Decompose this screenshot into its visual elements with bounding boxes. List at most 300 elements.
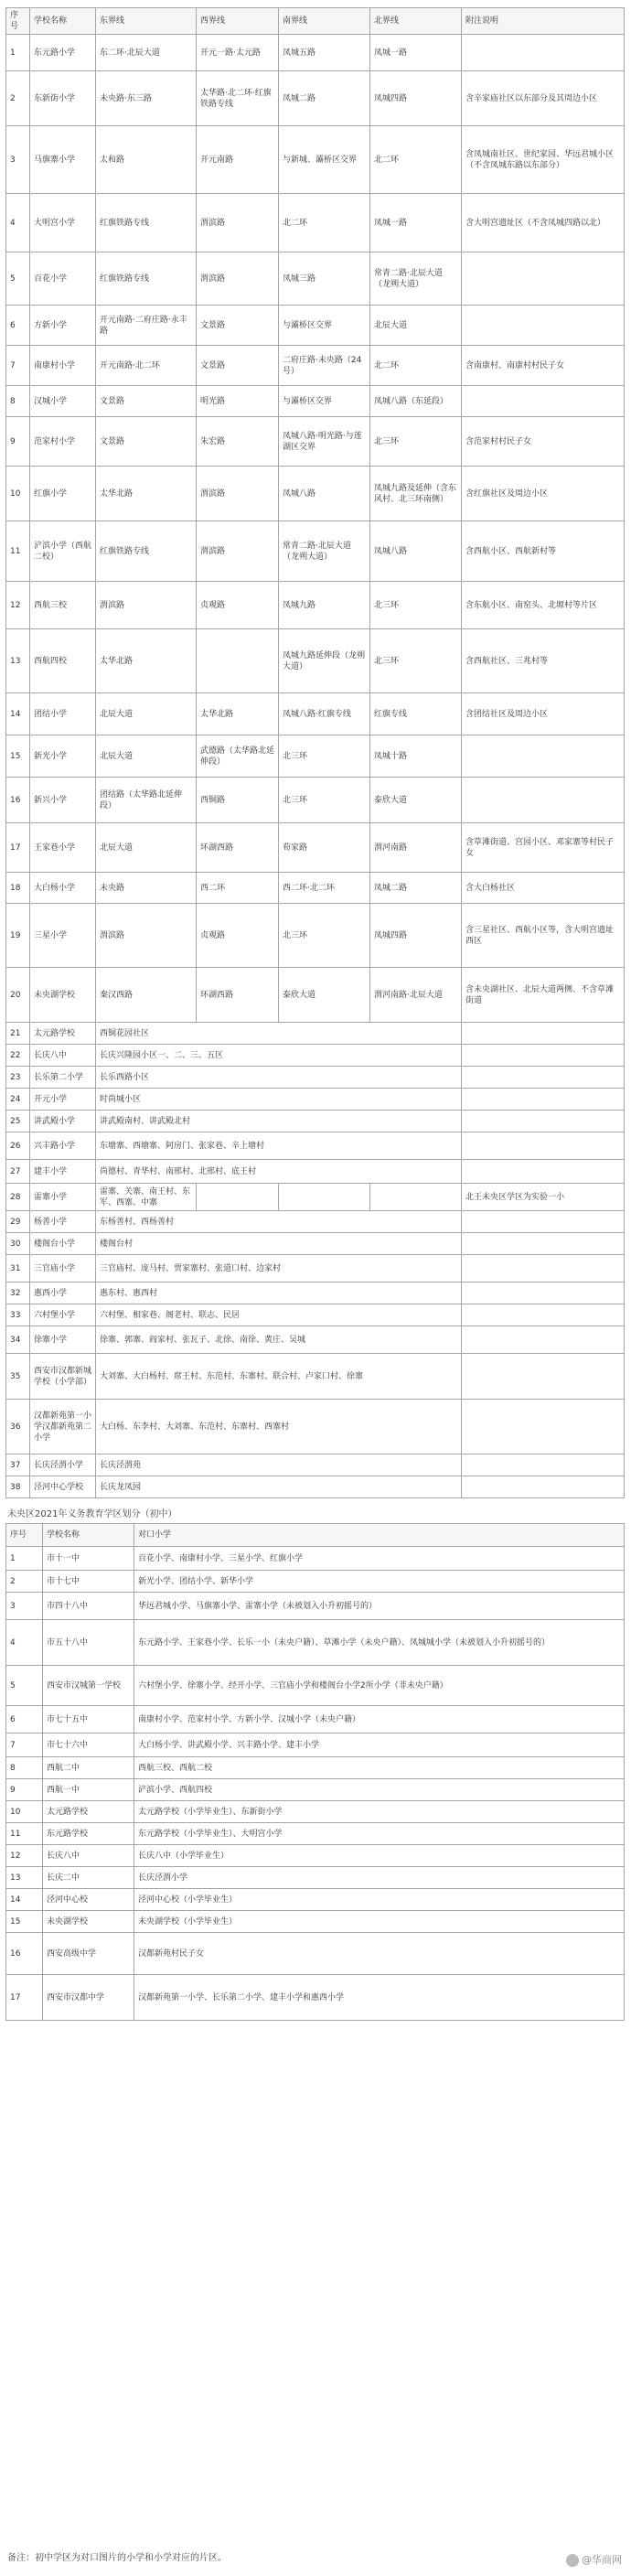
table-cell: 东元路学校（小学毕业生）、大明宫小学 bbox=[134, 1823, 625, 1845]
table-cell: 7 bbox=[6, 1733, 43, 1757]
table-cell: 太元路学校（小学毕业生）、东新街小学 bbox=[134, 1801, 625, 1823]
middle-school-district-table bbox=[5, 1523, 625, 2021]
table-cell: 长庆兴隆园小区一、二、三、五区 bbox=[96, 1045, 462, 1067]
table-cell: 11 bbox=[6, 1823, 43, 1845]
table-row bbox=[6, 735, 625, 778]
table-cell: 3 bbox=[6, 126, 30, 194]
table-cell bbox=[462, 1160, 625, 1184]
table-row bbox=[6, 629, 625, 693]
table-cell bbox=[370, 1184, 462, 1211]
table-cell: 1 bbox=[6, 1547, 43, 1571]
table-row bbox=[6, 306, 625, 346]
table-row bbox=[6, 873, 625, 904]
column-header: 学校名称 bbox=[30, 8, 96, 35]
table-row bbox=[6, 346, 625, 386]
table-cell bbox=[462, 1089, 625, 1111]
table-cell: 红旗小学 bbox=[30, 467, 96, 521]
table-cell: 东杨善村、西杨善村 bbox=[96, 1211, 462, 1233]
table-cell: 文景路 bbox=[197, 306, 279, 346]
table-cell: 含草滩街道、宫园小区、邓家寨等村民子女 bbox=[462, 823, 625, 873]
table-cell: 北辰大道 bbox=[96, 735, 197, 778]
table-cell: 雷寨、关寨、南王村、东军、西寨、中寨 bbox=[96, 1184, 197, 1211]
table-cell: 新兴小学 bbox=[30, 778, 96, 823]
table-row bbox=[6, 968, 625, 1023]
table-cell: 时尚城小区 bbox=[96, 1089, 462, 1111]
table-cell: 红旗专线 bbox=[370, 693, 462, 735]
table-cell: 凤城四路 bbox=[370, 71, 462, 126]
table-cell: 常青二路·北辰大道（龙朔大道） bbox=[279, 521, 370, 582]
table-cell: 含南康村、南康村村民子女 bbox=[462, 346, 625, 386]
column-header: 南界线 bbox=[279, 8, 370, 35]
table-cell: 六村堡、相家巷、阁老村、联志、民居 bbox=[96, 1304, 462, 1326]
table-cell: 长庆八中 bbox=[43, 1845, 134, 1867]
table-cell: 24 bbox=[6, 1089, 30, 1111]
table-cell: 17 bbox=[6, 823, 30, 873]
table-cell: 荀家路 bbox=[279, 823, 370, 873]
footer-note: 备注：初中学区为对口图片的小学和小学对应的片区。 bbox=[7, 2553, 227, 2563]
table-cell: 南康村小学、范家村小学、方新小学、汉城小学（未央户籍） bbox=[134, 1706, 625, 1733]
table-cell: 16 bbox=[6, 778, 30, 823]
table-cell: 11 bbox=[6, 521, 30, 582]
table-cell: 太和路 bbox=[96, 126, 197, 194]
table-cell: 开元小学 bbox=[30, 1089, 96, 1111]
table-cell: 楼阁台小学 bbox=[30, 1233, 96, 1255]
table-cell: 含东航小区、南窑头、北塬村等片区 bbox=[462, 582, 625, 629]
table-cell: 浐滨小学（西航二校） bbox=[30, 521, 96, 582]
table-cell: 开元南路·二府庄路·永丰路 bbox=[96, 306, 197, 346]
table-cell: 尚德村、青华村、南邢村、北邢村、底王村 bbox=[96, 1160, 462, 1184]
table-cell: 8 bbox=[6, 1757, 43, 1779]
table-cell: 含大白杨社区 bbox=[462, 873, 625, 904]
table-cell: 泾河中心校 bbox=[43, 1889, 134, 1911]
table-cell: 西铜花园社区 bbox=[96, 1023, 462, 1045]
table-cell: 太元路学校 bbox=[43, 1801, 134, 1823]
primary-table-header bbox=[6, 8, 625, 35]
table-cell: 红旗铁路专线 bbox=[96, 252, 197, 306]
table-cell: 31 bbox=[6, 1255, 30, 1283]
table-cell: 27 bbox=[6, 1160, 30, 1184]
table-cell: 2 bbox=[6, 71, 30, 126]
table-cell: 汉都新苑第一小学、长乐第二小学、建丰小学和惠西小学 bbox=[134, 1975, 625, 2021]
table-cell: 凤城八路·红旗专线 bbox=[279, 693, 370, 735]
table-cell: 33 bbox=[6, 1304, 30, 1326]
table-cell: 范家村小学 bbox=[30, 417, 96, 467]
table-cell bbox=[197, 1184, 279, 1211]
table-row bbox=[6, 126, 625, 194]
column-header: 附注说明 bbox=[462, 8, 625, 35]
table-row bbox=[6, 904, 625, 968]
table-cell bbox=[462, 1454, 625, 1476]
table-cell: 渭河南路·北辰大道 bbox=[370, 968, 462, 1023]
table-cell: 37 bbox=[6, 1454, 30, 1476]
table-cell: 常青二路·北辰大道（龙朔大道） bbox=[370, 252, 462, 306]
table-cell: 凤城九路及延伸（含东风村、北三环南侧） bbox=[370, 467, 462, 521]
table-cell: 东二环·北辰大道 bbox=[96, 35, 197, 71]
table-row bbox=[6, 1233, 625, 1255]
table-cell: 太华北路 bbox=[96, 467, 197, 521]
table-cell: 环湖西路 bbox=[197, 968, 279, 1023]
table-cell: 长庆八中 bbox=[30, 1045, 96, 1067]
table-cell: 贞观路 bbox=[197, 904, 279, 968]
table-cell: 秦汉西路 bbox=[96, 968, 197, 1023]
table-cell: 凤城四路 bbox=[370, 904, 462, 968]
table-cell: 方新小学 bbox=[30, 306, 96, 346]
table-cell: 讲武殿南村、讲武殿北村 bbox=[96, 1111, 462, 1132]
table-cell: 文景路 bbox=[197, 346, 279, 386]
table-cell bbox=[462, 386, 625, 417]
table-row bbox=[6, 1326, 625, 1354]
table-cell: 长庆龙凤园 bbox=[96, 1476, 462, 1498]
table-cell: 大明宫小学 bbox=[30, 194, 96, 252]
table-cell: 未央湖学校 bbox=[30, 968, 96, 1023]
table-cell bbox=[462, 1211, 625, 1233]
table-cell: 凤城八路（东延段） bbox=[370, 386, 462, 417]
primary-table-body bbox=[6, 35, 625, 1498]
table-cell: 贞观路 bbox=[197, 582, 279, 629]
table-cell: 32 bbox=[6, 1283, 30, 1304]
table-row bbox=[6, 1255, 625, 1283]
table-cell: 太华北路 bbox=[96, 629, 197, 693]
table-cell: 凤城九路延伸段（龙朔大道） bbox=[279, 629, 370, 693]
table-cell: 29 bbox=[6, 1211, 30, 1233]
table-cell: 环湖西路 bbox=[197, 823, 279, 873]
table-cell bbox=[462, 1023, 625, 1045]
watermark-text: @华商网 bbox=[582, 2554, 622, 2566]
table-cell: 12 bbox=[6, 582, 30, 629]
table-cell: 三官庙小学 bbox=[30, 1255, 96, 1283]
table-cell: 华远君城小学、马旗寨小学、雷寨小学（未被划入小升初摇号的） bbox=[134, 1593, 625, 1620]
table-row bbox=[6, 1620, 625, 1666]
table-cell: 4 bbox=[6, 194, 30, 252]
table-cell: 14 bbox=[6, 1889, 43, 1911]
table-row bbox=[6, 1132, 625, 1160]
table-cell: 三星小学 bbox=[30, 904, 96, 968]
table-cell: 长乐第二小学 bbox=[30, 1067, 96, 1089]
table-cell: 1 bbox=[6, 35, 30, 71]
table-cell bbox=[462, 735, 625, 778]
table-row bbox=[6, 1067, 625, 1089]
table-cell: 开元南路·北二环 bbox=[96, 346, 197, 386]
table-cell: 未央路 bbox=[96, 873, 197, 904]
table-row bbox=[6, 693, 625, 735]
table-cell bbox=[197, 629, 279, 693]
table-cell: 六村堡小学、徐寨小学、经开小学、三官庙小学和楼阁台小学2所小学（非未央户籍） bbox=[134, 1666, 625, 1706]
table-cell: 含大明宫遗址区（不含凤城四路以北） bbox=[462, 194, 625, 252]
table-cell bbox=[462, 35, 625, 71]
table-cell: 市十七中 bbox=[43, 1571, 134, 1593]
table-cell: 团结路（太华路北延伸段） bbox=[96, 778, 197, 823]
table-row bbox=[6, 1184, 625, 1211]
table-row bbox=[6, 467, 625, 521]
table-cell: 北三环 bbox=[370, 417, 462, 467]
table-cell: 凤城八路 bbox=[279, 467, 370, 521]
table-cell: 西二环 bbox=[197, 873, 279, 904]
table-cell: 东塘寨、西塘寨、阿房门、张家巷、辛上塘村 bbox=[96, 1132, 462, 1160]
table-cell: 19 bbox=[6, 904, 30, 968]
table-row bbox=[6, 1801, 625, 1823]
table-cell: 含西航小区、西航新村等 bbox=[462, 521, 625, 582]
table-row bbox=[6, 1476, 625, 1498]
column-header: 学校名称 bbox=[43, 1524, 134, 1547]
table-cell: 马旗寨小学 bbox=[30, 126, 96, 194]
table-cell: 北辰大道 bbox=[96, 693, 197, 735]
table-cell: 含辛家庙社区以东部分及其周边小区 bbox=[462, 71, 625, 126]
table-cell bbox=[462, 1067, 625, 1089]
table-cell bbox=[462, 1255, 625, 1283]
table-cell: 长庆泾渭小学 bbox=[30, 1454, 96, 1476]
table-cell: 西二环·北二环 bbox=[279, 873, 370, 904]
table-row bbox=[6, 1593, 625, 1620]
table-row bbox=[6, 1757, 625, 1779]
table-cell: 18 bbox=[6, 873, 30, 904]
table-cell: 长庆泾渭小学 bbox=[134, 1867, 625, 1889]
table-cell: 东元路小学、王家巷小学、长乐一小（未央户籍）、草滩小学（未央户籍）、凤城城小学（未被划入小升初摇号的） bbox=[134, 1620, 625, 1666]
table-cell: 百花小学 bbox=[30, 252, 96, 306]
table-cell: 红旗铁路专线 bbox=[96, 521, 197, 582]
table-cell: 建丰小学 bbox=[30, 1160, 96, 1184]
middle-table-header bbox=[6, 1524, 625, 1547]
table-row bbox=[6, 1211, 625, 1233]
table-row bbox=[6, 1779, 625, 1801]
table-row bbox=[6, 1733, 625, 1757]
table-cell bbox=[462, 1045, 625, 1067]
table-cell: 北三环 bbox=[370, 582, 462, 629]
table-cell: 5 bbox=[6, 1666, 43, 1706]
watermark bbox=[566, 2552, 622, 2567]
table-cell: 15 bbox=[6, 1911, 43, 1933]
table-cell: 与灞桥区交界 bbox=[279, 306, 370, 346]
table-cell: 渭滨路 bbox=[197, 194, 279, 252]
table-cell: 杨善小学 bbox=[30, 1211, 96, 1233]
table-cell: 大白杨小学 bbox=[30, 873, 96, 904]
table-row bbox=[6, 521, 625, 582]
table-cell: 北二环 bbox=[370, 126, 462, 194]
table-cell: 含红旗社区及周边小区 bbox=[462, 467, 625, 521]
table-cell: 太华路·北二环·红旗铁路专线 bbox=[197, 71, 279, 126]
table-cell: 长庆二中 bbox=[43, 1867, 134, 1889]
table-cell: 含团结社区及周边小区 bbox=[462, 693, 625, 735]
table-cell: 浐滨小学、西航四校 bbox=[134, 1779, 625, 1801]
table-cell: 武德路（太华路北延伸段） bbox=[197, 735, 279, 778]
table-cell: 太华北路 bbox=[197, 693, 279, 735]
table-cell: 23 bbox=[6, 1067, 30, 1089]
table-cell: 西安市汉都中学 bbox=[43, 1975, 134, 2021]
table-cell: 开元南路 bbox=[197, 126, 279, 194]
table-row bbox=[6, 1889, 625, 1911]
table-cell: 北二环 bbox=[279, 194, 370, 252]
table-cell: 35 bbox=[6, 1354, 30, 1400]
table-cell: 34 bbox=[6, 1326, 30, 1354]
table-cell: 二府庄路·未央路（24号） bbox=[279, 346, 370, 386]
middle-table-body bbox=[6, 1547, 625, 2021]
table-cell: 大白杨小学、讲武殿小学、兴丰路小学、建丰小学 bbox=[134, 1733, 625, 1757]
table-cell: 4 bbox=[6, 1620, 43, 1666]
table-cell: 六村堡小学 bbox=[30, 1304, 96, 1326]
document-page bbox=[0, 7, 631, 2576]
table-cell: 开元一路·太元路 bbox=[197, 35, 279, 71]
column-header: 西界线 bbox=[197, 8, 279, 35]
table-cell: 明光路 bbox=[197, 386, 279, 417]
table-cell: 西安市汉都新城学校（小学部） bbox=[30, 1354, 96, 1400]
table-cell: 红旗铁路专线 bbox=[96, 194, 197, 252]
table-cell: 未央湖学校（小学毕业生） bbox=[134, 1911, 625, 1933]
table-cell: 25 bbox=[6, 1111, 30, 1132]
table-cell: 徐寨、郭寨、阎家村、张瓦子、北徐、南徐、黄庄、吴城 bbox=[96, 1326, 462, 1354]
table-cell: 未央路·东三路 bbox=[96, 71, 197, 126]
table-cell: 凤城二路 bbox=[279, 71, 370, 126]
table-cell bbox=[462, 306, 625, 346]
table-cell: 与新城、灞桥区交界 bbox=[279, 126, 370, 194]
table-cell: 惠西小学 bbox=[30, 1283, 96, 1304]
table-cell: 泰欣大道 bbox=[370, 778, 462, 823]
column-header: 序号 bbox=[6, 1524, 43, 1547]
table-cell: 惠东村、惠西村 bbox=[96, 1283, 462, 1304]
table-cell: 含西航社区、三兆村等 bbox=[462, 629, 625, 693]
table-cell bbox=[462, 252, 625, 306]
table-cell: 楼阁台村 bbox=[96, 1233, 462, 1255]
table-row bbox=[6, 1023, 625, 1045]
table-cell: 5 bbox=[6, 252, 30, 306]
table-row bbox=[6, 1666, 625, 1706]
table-cell: 东元路学校 bbox=[43, 1823, 134, 1845]
table-cell: 王家巷小学 bbox=[30, 823, 96, 873]
table-cell: 2 bbox=[6, 1571, 43, 1593]
table-cell: 南康村小学 bbox=[30, 346, 96, 386]
table-cell: 10 bbox=[6, 467, 30, 521]
table-cell bbox=[462, 1304, 625, 1326]
table-cell: 凤城五路 bbox=[279, 35, 370, 71]
table-row bbox=[6, 778, 625, 823]
table-cell: 汉都新苑村民子女 bbox=[134, 1933, 625, 1975]
table-cell bbox=[462, 1132, 625, 1160]
table-cell: 新光小学、团结小学、新华小学 bbox=[134, 1571, 625, 1593]
table-row bbox=[6, 1975, 625, 2021]
table-row bbox=[6, 1911, 625, 1933]
table-cell: 凤城十路 bbox=[370, 735, 462, 778]
table-row bbox=[6, 1400, 625, 1454]
table-cell: 东新街小学 bbox=[30, 71, 96, 126]
table-cell: 西航三校、西航二校 bbox=[134, 1757, 625, 1779]
table-cell: 9 bbox=[6, 417, 30, 467]
table-cell bbox=[462, 1400, 625, 1454]
table-cell bbox=[462, 1354, 625, 1400]
table-cell: 渭滨路 bbox=[197, 252, 279, 306]
table-cell: 渭河南路 bbox=[370, 823, 462, 873]
table-row bbox=[6, 1823, 625, 1845]
table-cell: 文景路 bbox=[96, 386, 197, 417]
table-cell: 14 bbox=[6, 693, 30, 735]
table-cell: 17 bbox=[6, 1975, 43, 2021]
table-cell: 与灞桥区交界 bbox=[279, 386, 370, 417]
table-cell: 9 bbox=[6, 1779, 43, 1801]
table-cell: 团结小学 bbox=[30, 693, 96, 735]
table-cell: 6 bbox=[6, 1706, 43, 1733]
table-row bbox=[6, 1706, 625, 1733]
table-row bbox=[6, 1454, 625, 1476]
table-cell bbox=[462, 778, 625, 823]
table-cell: 市十一中 bbox=[43, 1547, 134, 1571]
table-cell: 汉都新苑第一小学汉都新苑第二小学 bbox=[30, 1400, 96, 1454]
table-cell: 38 bbox=[6, 1476, 30, 1498]
table-row bbox=[6, 1845, 625, 1867]
table-row bbox=[6, 35, 625, 71]
primary-district-table bbox=[5, 7, 625, 1498]
table-cell: 市七十六中 bbox=[43, 1733, 134, 1757]
table-cell: 15 bbox=[6, 735, 30, 778]
table-cell: 北三环 bbox=[279, 735, 370, 778]
column-header: 对口小学 bbox=[134, 1524, 625, 1547]
table-cell: 三官庙村、庞马村、贾家寨村、张道口村、边家村 bbox=[96, 1255, 462, 1283]
table-cell: 朱宏路 bbox=[197, 417, 279, 467]
table-cell: 13 bbox=[6, 629, 30, 693]
table-cell: 8 bbox=[6, 386, 30, 417]
table-cell: 徐寨小学 bbox=[30, 1326, 96, 1354]
table-cell: 36 bbox=[6, 1400, 30, 1454]
table-cell: 泰欣大道 bbox=[279, 968, 370, 1023]
table-cell: 含范家村村民子女 bbox=[462, 417, 625, 467]
table-cell: 北辰大道 bbox=[96, 823, 197, 873]
table-cell bbox=[462, 1233, 625, 1255]
table-cell: 28 bbox=[6, 1184, 30, 1211]
table-row bbox=[6, 582, 625, 629]
table-cell: 西铜路 bbox=[197, 778, 279, 823]
table-cell: 含凤城南社区、世纪家园、华远君城小区（不含凤城东路以东部分） bbox=[462, 126, 625, 194]
table-cell: 凤城八路·明光路·与莲湖区交界 bbox=[279, 417, 370, 467]
table-cell: 凤城一路 bbox=[370, 194, 462, 252]
table-row bbox=[6, 1867, 625, 1889]
table-cell: 长乐西路小区 bbox=[96, 1067, 462, 1089]
column-header: 东界线 bbox=[96, 8, 197, 35]
table-cell: 市五十八中 bbox=[43, 1620, 134, 1666]
table-cell: 未央湖学校 bbox=[43, 1911, 134, 1933]
table-cell: 渭滨路 bbox=[197, 521, 279, 582]
table-cell: 凤城二路 bbox=[370, 873, 462, 904]
table-row bbox=[6, 1160, 625, 1184]
table-cell: 北二环 bbox=[370, 346, 462, 386]
table-cell: 含未央湖社区、北辰大道两侧、不含草滩街道 bbox=[462, 968, 625, 1023]
table-cell: 市七十五中 bbox=[43, 1706, 134, 1733]
table-cell: 北王未央区学区为实验一小 bbox=[462, 1184, 625, 1211]
table-cell: 文景路 bbox=[96, 417, 197, 467]
table-cell: 6 bbox=[6, 306, 30, 346]
table-row bbox=[6, 1089, 625, 1111]
table-cell: 太元路学校 bbox=[30, 1023, 96, 1045]
table-cell: 北辰大道 bbox=[370, 306, 462, 346]
table-cell: 10 bbox=[6, 1801, 43, 1823]
table-row bbox=[6, 1304, 625, 1326]
middle-school-table-title: 未央区2021年义务教育学区划分（初中） bbox=[7, 1509, 177, 1520]
table-cell: 13 bbox=[6, 1867, 43, 1889]
table-row bbox=[6, 1045, 625, 1067]
table-cell: 大白杨、东李村、大刘寨、东范村、东寨村、西寨村 bbox=[96, 1400, 462, 1454]
table-cell: 市四十八中 bbox=[43, 1593, 134, 1620]
table-row bbox=[6, 386, 625, 417]
table-row bbox=[6, 1354, 625, 1400]
table-row bbox=[6, 1571, 625, 1593]
table-cell: 东元路小学 bbox=[30, 35, 96, 71]
table-cell: 西航四校 bbox=[30, 629, 96, 693]
table-cell: 16 bbox=[6, 1933, 43, 1975]
table-row bbox=[6, 1933, 625, 1975]
table-cell: 雷寨小学 bbox=[30, 1184, 96, 1211]
table-row bbox=[6, 71, 625, 126]
table-cell: 长庆八中（小学毕业生） bbox=[134, 1845, 625, 1867]
table-cell: 新光小学 bbox=[30, 735, 96, 778]
table-cell: 泾河中心学校 bbox=[30, 1476, 96, 1498]
table-cell: 22 bbox=[6, 1045, 30, 1067]
table-cell: 21 bbox=[6, 1023, 30, 1045]
table-row bbox=[6, 1283, 625, 1304]
